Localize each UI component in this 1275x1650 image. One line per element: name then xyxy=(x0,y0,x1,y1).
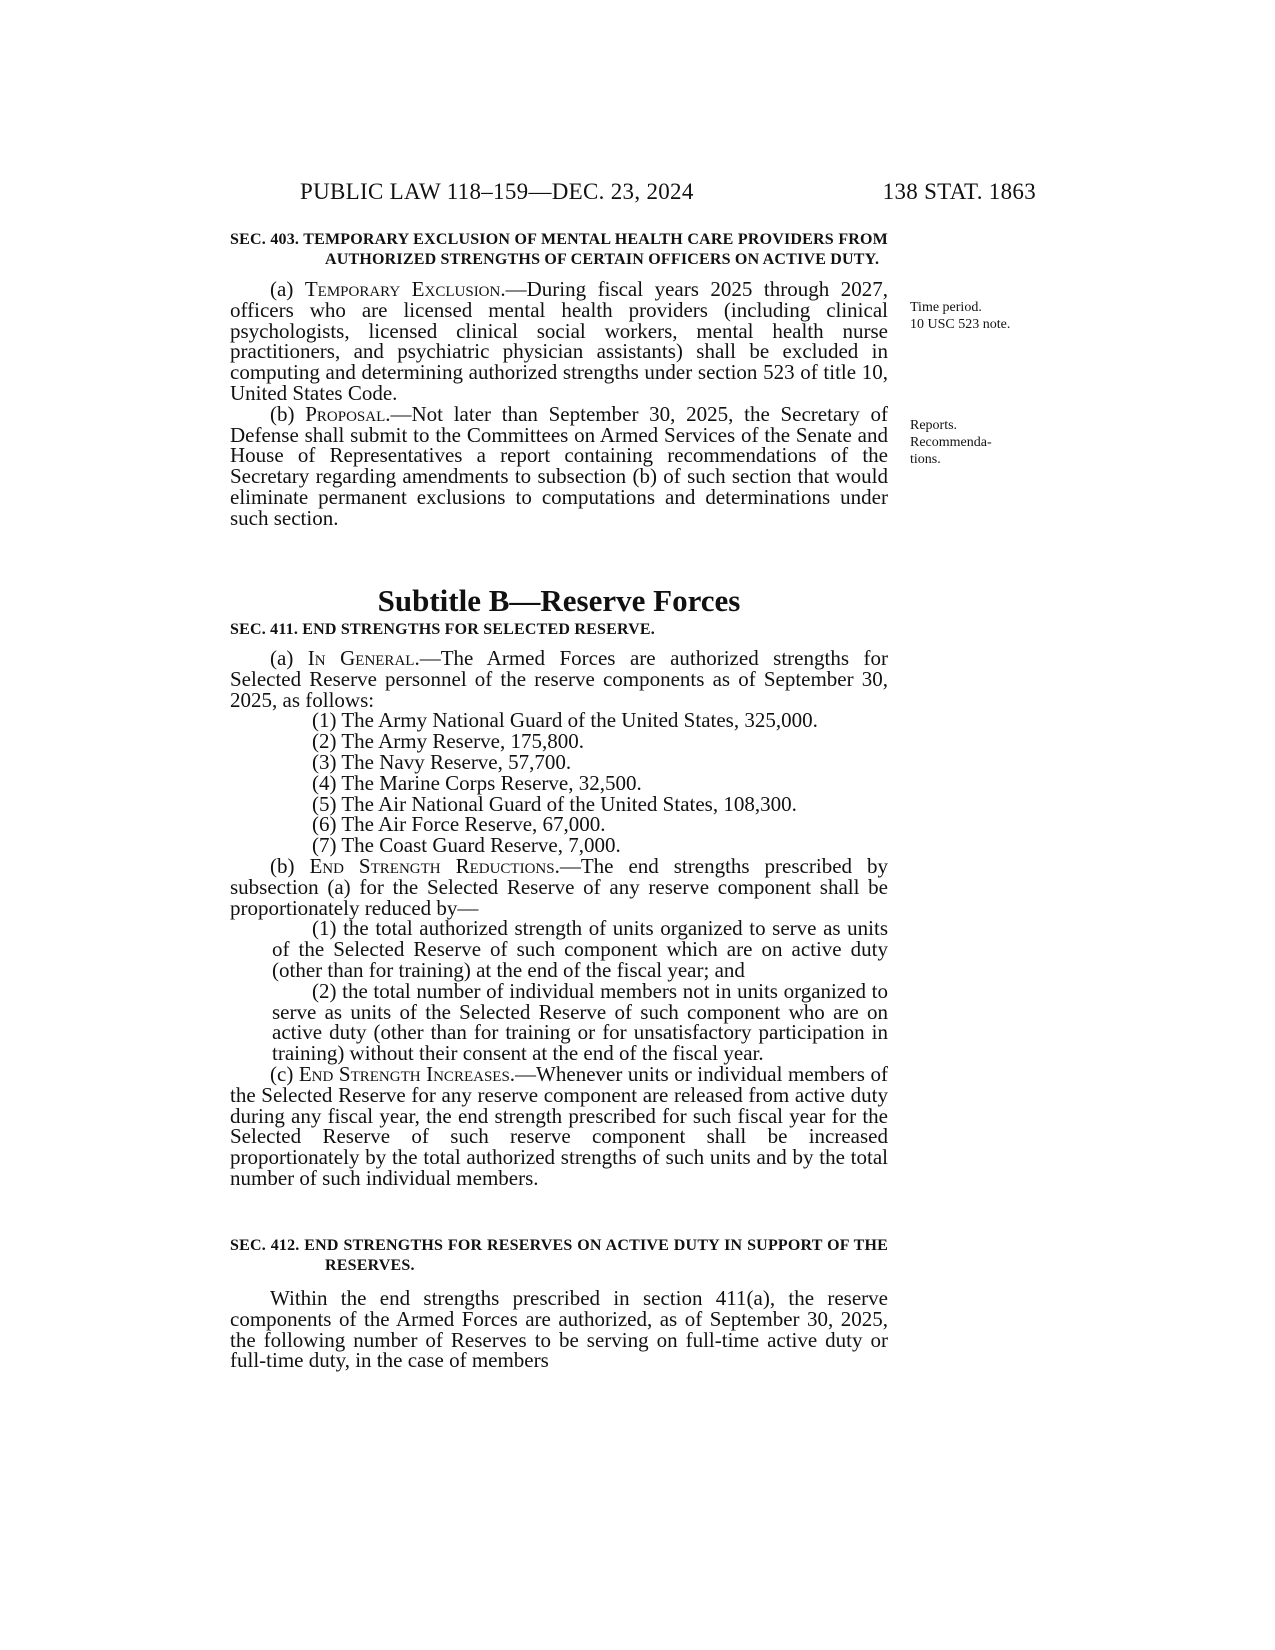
list-item: (2) The Army Reserve, 175,800. xyxy=(312,729,584,754)
subsection-caption: Temporary Exclusion xyxy=(304,277,501,301)
statute-page-number: 138 STAT. 1863 xyxy=(882,179,1036,204)
margin-note-time-period: Time period. 10 USC 523 note. xyxy=(910,300,1011,332)
list-item: (6) The Air Force Reserve, 67,000. xyxy=(312,812,606,837)
section-403-subsection-a: (a) Temporary Exclusion.—During fiscal years 2025 through 2027, officers who are licensed mental health providers (including clinical psychologists, licensed clinical social workers, mental health nurse practitioners, and psychiatric physician assistants) shall be excluded in computing and determining authorized strengths under section 523 of title 10, United States Code. xyxy=(230,277,889,405)
section-412-text: Within the end strengths prescribed in section 411(a), the reserve components of the Armed Forces are authorized, as of September 30, 2025, the following number of Reserves to be serving on full-time active duty or full-time duty, in the case of members xyxy=(230,1286,888,1373)
list-item: (5) The Air National Guard of the United States, 108,300. xyxy=(312,791,797,816)
subsection-caption: In General xyxy=(307,646,415,670)
section-411-heading: SEC. 411. END STRENGTHS FOR SELECTED RESERVE. xyxy=(230,621,655,638)
section-411-subsection-b: (b) End Strength Reductions.—The end strengths prescribed by subsection (a) for the Selected Reserve of any reserve component shall be proportionately reduced by— xyxy=(230,853,888,920)
section-411-subsection-a: (a) In General.—The Armed Forces are authorized strengths for Selected Reserve personnel of the reserve components as of September 30, 2025, as follows: xyxy=(230,646,888,712)
running-head xyxy=(300,179,1036,219)
subsection-caption: Proposal xyxy=(305,401,386,426)
list-item: (4) The Marine Corps Reserve, 32,500. xyxy=(312,770,642,795)
public-law-citation: PUBLIC LAW 118–159—DEC. 23, 2024 xyxy=(300,179,694,204)
section-411-subsection-c: (c) End Strength Increases.—Whenever units or individual members of the Selected Reserve for any reserve component are released from active duty during any fiscal year, the end strength prescribed for such fiscal year for the Selected Reserve of such reserve component shall be increased proportionately by the total authorized strengths of such units and by the total number of such individual members. xyxy=(230,1061,889,1190)
list-item: (1) the total authorized strength of units organized to serve as units of the Selected Reserve of such component which are on active duty (other than for training) at the end of the fiscal year; and xyxy=(272,916,888,982)
margin-note-reports: Reports. Recommenda- tions. xyxy=(910,418,992,467)
subsection-caption: End Strength Increases xyxy=(298,1061,510,1086)
section-412 xyxy=(230,1236,888,1371)
subtitle-heading: Subtitle B—Reserve Forces xyxy=(377,583,741,618)
subsection-caption: End Strength Reductions xyxy=(309,853,555,878)
section-403-subsection-b: (b) Proposal.—Not later than September 30, 2025, the Secretary of Defense shall submit to the Committees on Armed Services of the Senate and House of Representatives a report containing recommendations of the Secretary regarding amendments to subsection (b) of such section that would eliminate permanent exclusions to computations and determinations under such section. xyxy=(230,401,888,530)
list-item: (1) The Army National Guard of the United States, 325,000. xyxy=(312,708,818,733)
list-item: (7) The Coast Guard Reserve, 7,000. xyxy=(312,833,621,858)
section-403 xyxy=(230,230,888,529)
list-item: (2) the total number of individual members not in units organized to serve as units of the Selected Reserve of such component who are on active duty (other than for training or for unsatisfactory participation in training) without their consent at the end of the fiscal year. xyxy=(272,978,888,1066)
section-411 xyxy=(230,620,888,1189)
section-403-heading: SEC. 403. TEMPORARY EXCLUSION OF MENTAL HEALTH CARE PROVIDERS FROM AUTHORIZED STRENGTHS OF CERTAIN OFFICERS ON ACTIVE DUTY. xyxy=(230,231,888,268)
list-item: (3) The Navy Reserve, 57,700. xyxy=(312,749,572,774)
section-412-heading: SEC. 412. END STRENGTHS FOR RESERVES ON ACTIVE DUTY IN SUPPORT OF THE RESERVES. xyxy=(230,1237,888,1274)
